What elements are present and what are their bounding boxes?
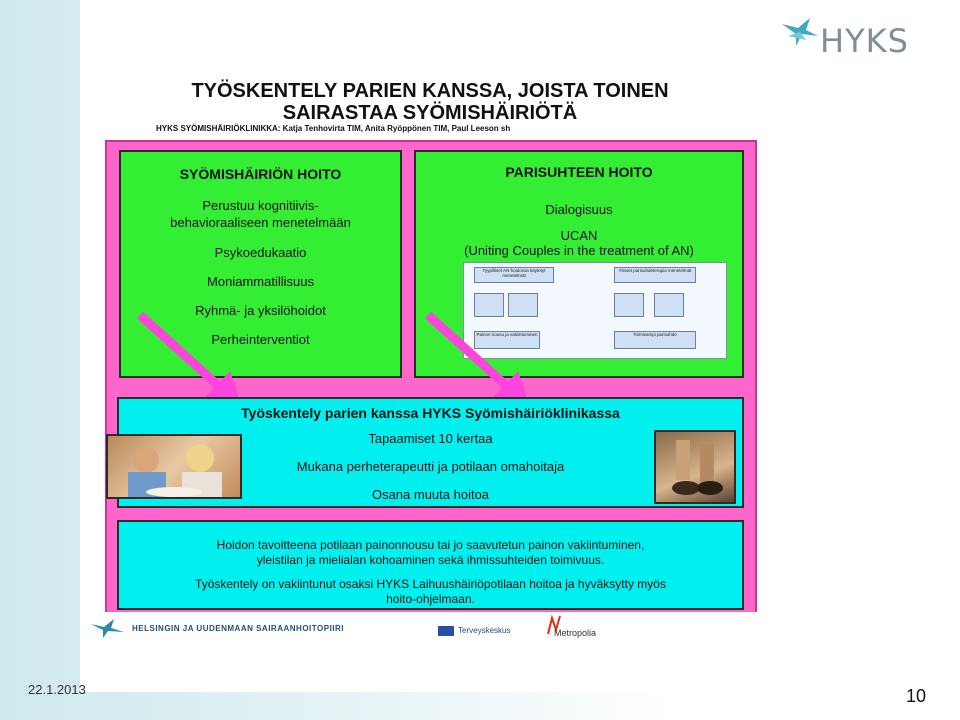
hyks-bird-icon <box>780 14 820 50</box>
couple-photo <box>106 434 242 499</box>
flowchart-box: Tyypilliset AN-hoidossa käytetyt menetelmät <box>474 267 554 283</box>
goals-line: Työskentely on vakiintunut osaksi HYKS Laihuushäiriöpotilaan hoitoa ja hyväksytty myös <box>195 577 666 591</box>
flowchart-box: Toimivampi parisuhde <box>614 331 696 349</box>
flowchart-box: Yleiset parisuhdeterapia menetelmät <box>614 267 696 283</box>
treatment-item: Psykoedukaatio <box>214 245 307 260</box>
feet-photo <box>654 430 736 504</box>
poster-title-line1: TYÖSKENTELY PARIEN KANSSA, JOISTA TOINEN <box>191 80 669 102</box>
goals-line: yleistilan ja mielialan kohoaminen sekä ihmissuhteiden toimivuus. <box>256 553 605 567</box>
flowchart-node <box>654 293 684 317</box>
treatment-item: behavioraaliseen menetelmään <box>170 215 351 230</box>
goals-line: hoito-ohjelmaan. <box>386 592 475 606</box>
poster-footer <box>80 612 780 642</box>
treatment-item: Moniammatillisuus <box>207 274 314 289</box>
slide-date: 22.1.2013 <box>28 682 86 697</box>
hus-bird-icon <box>90 618 126 638</box>
couples-work-item: Osana muuta hoitoa <box>371 487 490 502</box>
partner-terveyskeskus: Terveyskeskus <box>458 626 511 635</box>
flowchart-node <box>614 293 644 317</box>
flowchart-box: Painon nousu ja vakiintuminen <box>474 331 540 349</box>
couple-illustration <box>108 436 240 497</box>
treatment-item: Perheinterventiot <box>211 332 310 347</box>
goals-line: Hoidon tavoitteena potilaan painonnousu tai jo saavutetun painon vakiintuminen, <box>216 538 645 552</box>
slide-page-number: 10 <box>906 686 927 706</box>
hyks-logo <box>780 14 920 64</box>
relationship-heading: PARISUHTEEN HOITO <box>505 164 653 180</box>
treatment-item: Ryhmä- ja yksilöhoidot <box>195 303 326 318</box>
relationship-item: (Uniting Couples in the treatment of AN) <box>464 243 694 258</box>
poster-authors: HYKS SYÖMISHÄIRIÖKLINIKKA: Katja Tenhovirta TIM, Anita Ryöppönen TIM, Paul Leeson sh <box>156 124 511 133</box>
goals-box <box>117 520 744 610</box>
poster-title <box>80 80 780 124</box>
poster-title-line2: SAIRASTAA SYÖMISHÄIRIÖTÄ <box>282 102 578 124</box>
relationship-item: Dialogisuus <box>545 202 613 217</box>
couples-work-item: Mukana perheterapeutti ja potilaan omahoitaja <box>296 459 565 474</box>
treatment-heading: SYÖMISHÄIRIÖN HOITO <box>179 166 342 182</box>
hus-org-name: HELSINGIN JA UUDENMAAN SAIRAANHOITOPIIRI <box>132 624 345 633</box>
partner-metropolia: Metropolia <box>554 628 597 638</box>
couples-work-item: Tapaamiset 10 kertaa <box>368 431 493 446</box>
feet-illustration <box>656 432 734 502</box>
treatment-item: Perustuu kognitiivis- <box>202 198 319 213</box>
eu-flag-icon <box>438 626 454 636</box>
couples-work-heading: Työskentely parien kanssa HYKS Syömishäiriöklinikassa <box>241 405 620 421</box>
relationship-item: UCAN <box>560 228 598 243</box>
hyks-logo-text: HYKS <box>820 22 909 60</box>
